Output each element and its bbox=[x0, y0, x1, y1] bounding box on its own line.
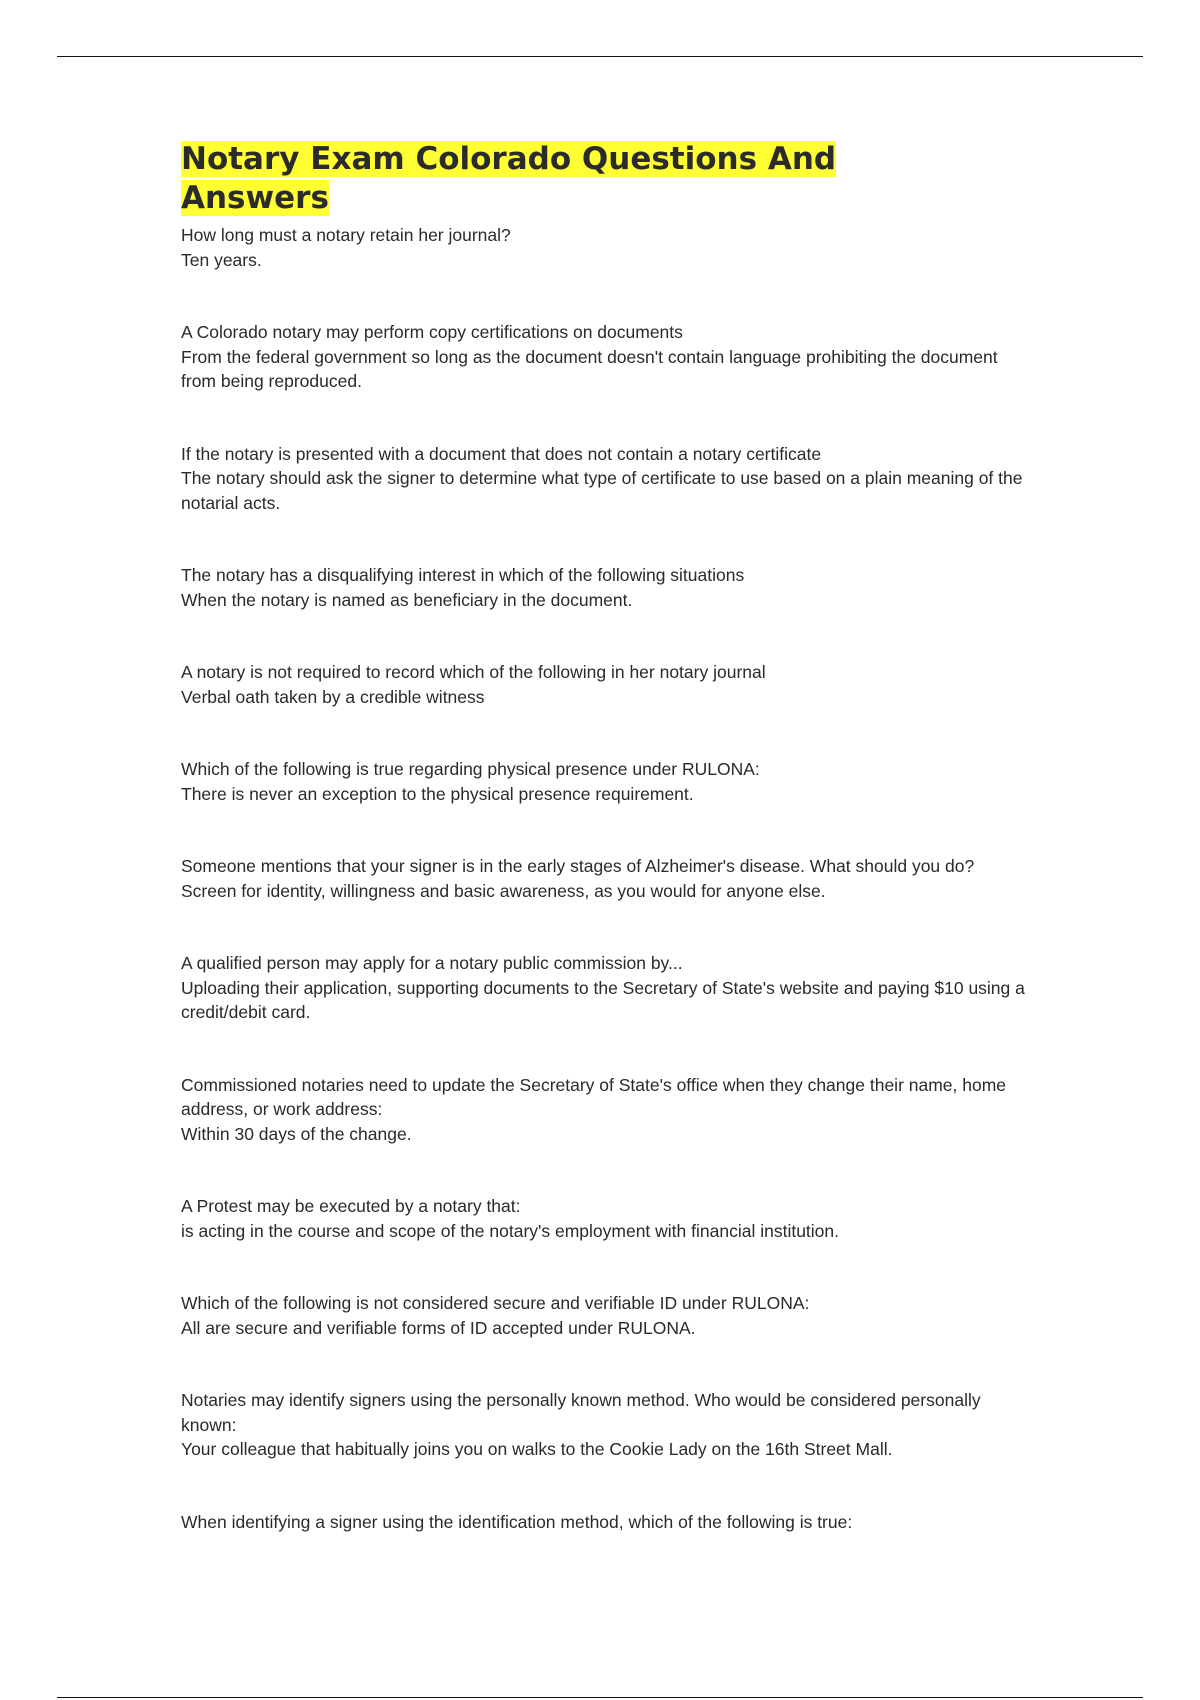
qa-item bbox=[181, 1388, 1031, 1462]
answer-text: Within 30 days of the change. bbox=[181, 1123, 412, 1144]
question-text: When identifying a signer using the identification method, which of the following is true: bbox=[181, 1511, 853, 1532]
answer-text: is acting in the course and scope of the notary's employment with financial institution. bbox=[181, 1220, 840, 1241]
answer-text: Verbal oath taken by a credible witness bbox=[181, 686, 485, 707]
question-text: A Protest may be executed by a notary that: bbox=[181, 1196, 521, 1216]
question-text: Which of the following is true regarding physical presence under RULONA: bbox=[181, 759, 760, 779]
qa-item bbox=[181, 1291, 1031, 1340]
qa-item bbox=[181, 757, 1031, 806]
header-rule bbox=[57, 56, 1143, 57]
question-text: Commissioned notaries need to update the Secretary of State's office when they change their name, home address, or work address: bbox=[181, 1074, 1007, 1119]
question-text: A notary is not required to record which of the following in her notary journal bbox=[181, 662, 766, 682]
document-body bbox=[181, 140, 1031, 1582]
qa-item bbox=[181, 563, 1031, 612]
qa-item bbox=[181, 660, 1031, 709]
answer-text: From the federal government so long as the document doesn't contain language prohibiting the document from being reproduced. bbox=[181, 346, 998, 391]
question-text: How long must a notary retain her journal? bbox=[181, 225, 511, 245]
qa-item bbox=[181, 1194, 1031, 1243]
qa-item bbox=[181, 320, 1031, 394]
qa-item bbox=[181, 951, 1031, 1025]
question-text: If the notary is presented with a document that does not contain a notary certificate bbox=[181, 443, 822, 464]
qa-list bbox=[181, 223, 1031, 1534]
question-text: Notaries may identify signers using the personally known method. Who would be considered personally known: bbox=[181, 1390, 981, 1435]
question-text: Which of the following is not considered secure and verifiable ID under RULONA: bbox=[181, 1293, 810, 1313]
footer-rule bbox=[57, 1697, 1143, 1698]
answer-text: All are secure and verifiable forms of ID accepted under RULONA. bbox=[181, 1317, 696, 1338]
question-text: A Colorado notary may perform copy certifications on documents bbox=[181, 322, 683, 342]
document-title bbox=[181, 140, 901, 218]
answer-text: Your colleague that habitually joins you on walks to the Cookie Lady on the 16th Street Mall. bbox=[181, 1439, 893, 1459]
qa-item bbox=[181, 1510, 1031, 1535]
answer-text: The notary should ask the signer to determine what type of certificate to use based on a plain meaning of the notarial acts. bbox=[181, 468, 1023, 513]
answer-text: When the notary is named as beneficiary in the document. bbox=[181, 589, 633, 610]
answer-text: Screen for identity, willingness and basic awareness, as you would for anyone else. bbox=[181, 880, 826, 901]
question-text: A qualified person may apply for a notary public commission by... bbox=[181, 953, 683, 973]
qa-item bbox=[181, 854, 1031, 903]
answer-text: There is never an exception to the physical presence requirement. bbox=[181, 783, 694, 804]
title-highlight: Notary Exam Colorado Questions And Answers bbox=[181, 141, 837, 216]
answer-text: Ten years. bbox=[181, 249, 262, 270]
question-text: Someone mentions that your signer is in the early stages of Alzheimer's disease. What should you do? bbox=[181, 856, 975, 876]
answer-text: Uploading their application, supporting documents to the Secretary of State's website and paying $10 using a credit/debit card. bbox=[181, 977, 1025, 1022]
question-text: The notary has a disqualifying interest in which of the following situations bbox=[181, 565, 745, 585]
qa-item bbox=[181, 1073, 1031, 1147]
qa-item bbox=[181, 442, 1031, 516]
qa-item bbox=[181, 223, 1031, 272]
